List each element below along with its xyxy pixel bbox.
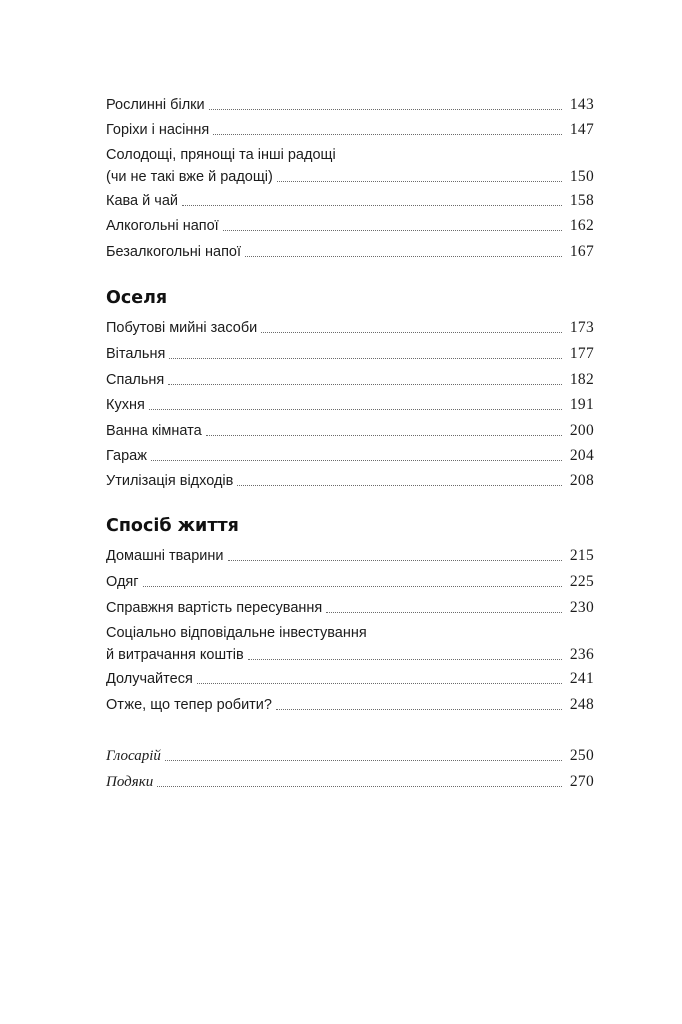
- toc-entry-title: Утилізація відходів: [106, 470, 237, 492]
- toc-page-number: 270: [569, 773, 594, 790]
- toc-entry-title: Гараж: [106, 445, 151, 467]
- toc-entry-title: Рослинні білки: [106, 94, 209, 116]
- toc-page-number: 208: [569, 472, 594, 489]
- dot-leader: [223, 230, 562, 231]
- toc-page-number: 177: [569, 345, 594, 362]
- dot-leader: [151, 460, 562, 461]
- dot-leader: [143, 586, 562, 587]
- toc-entry-what-now[interactable]: [106, 694, 594, 716]
- toc-entry-title: Глосарій: [106, 745, 165, 767]
- dot-leader: [248, 659, 562, 660]
- toc-entry-title: Подяки: [106, 771, 157, 793]
- dot-leader: [277, 181, 562, 182]
- toc-entry-title: Соціально відповідальне інвестування: [106, 622, 371, 644]
- dot-leader: [206, 435, 562, 436]
- toc-page-number: 248: [569, 696, 594, 713]
- toc-entry-title: Безалкогольні напої: [106, 241, 245, 263]
- toc-entry-bathroom[interactable]: [106, 420, 594, 442]
- dot-leader: [276, 709, 562, 710]
- toc-entry-coffee-tea[interactable]: [106, 190, 594, 212]
- toc-page-number: 182: [569, 371, 594, 388]
- toc-entry-garage[interactable]: [106, 445, 594, 467]
- toc-entry-title: Отже, що тепер робити?: [106, 694, 276, 716]
- toc-page-number: 191: [569, 396, 594, 413]
- toc-page-number: 204: [569, 447, 594, 464]
- toc-entry-title: Кава й чай: [106, 190, 182, 212]
- toc-entry-join-in[interactable]: [106, 668, 594, 690]
- dot-leader: [165, 760, 562, 761]
- toc-page-number: 230: [569, 599, 594, 616]
- dot-leader: [182, 205, 562, 206]
- dot-leader: [169, 358, 562, 359]
- toc-page-number: 147: [569, 121, 594, 138]
- dot-leader: [209, 109, 562, 110]
- toc-page-number: 250: [569, 747, 594, 764]
- toc-entry-plant-proteins[interactable]: [106, 94, 594, 116]
- toc-entry-alcoholic-drinks[interactable]: [106, 215, 594, 237]
- toc-entry-nuts-seeds[interactable]: [106, 119, 594, 141]
- dot-leader: [228, 560, 563, 561]
- toc-page-number: 167: [569, 243, 594, 260]
- toc-entry-title: Горіхи і насіння: [106, 119, 213, 141]
- toc-entry-line-1: [106, 622, 594, 644]
- toc-entry-title: Кухня: [106, 394, 149, 416]
- toc-entry-waste[interactable]: [106, 470, 594, 492]
- toc-page-number: 200: [569, 422, 594, 439]
- toc-entry-soft-drinks[interactable]: [106, 241, 594, 263]
- toc-entry-cleaning[interactable]: [106, 317, 594, 339]
- dot-leader: [237, 485, 562, 486]
- toc-entry-sweets-spices[interactable]: [106, 144, 594, 188]
- toc-entry-line-2: [106, 644, 594, 666]
- toc-entry-glossary[interactable]: [106, 745, 594, 767]
- toc-entry-title: Солодощі, прянощі та інші радощі: [106, 144, 340, 166]
- toc-entry-title: Ванна кімната: [106, 420, 206, 442]
- dot-leader: [213, 134, 562, 135]
- toc-page-number: 150: [569, 168, 594, 185]
- dot-leader: [149, 409, 562, 410]
- toc-page-number: 241: [569, 670, 594, 687]
- toc-page-number: 158: [569, 192, 594, 209]
- dot-leader: [261, 332, 562, 333]
- dot-leader: [245, 256, 562, 257]
- toc-entry-clothes[interactable]: [106, 571, 594, 593]
- toc-page-number: 215: [569, 547, 594, 564]
- toc-entry-title: Долучайтеся: [106, 668, 197, 690]
- toc-entry-title-continued: (чи не такі вже й радощі): [106, 166, 277, 188]
- toc-entry-kitchen[interactable]: [106, 394, 594, 416]
- toc-page-number: 173: [569, 319, 594, 336]
- dot-leader: [197, 683, 562, 684]
- toc-page-number: 143: [569, 96, 594, 113]
- toc-page-number: 162: [569, 217, 594, 234]
- toc-entry-acknowledgements[interactable]: [106, 771, 594, 793]
- toc-entry-responsible-investing[interactable]: [106, 622, 594, 666]
- toc-entry-line-2: [106, 166, 594, 188]
- toc-entry-title: Спальня: [106, 369, 168, 391]
- dot-leader: [326, 612, 562, 613]
- section-heading-home: Оселя: [106, 288, 168, 308]
- toc-entry-title: Вітальня: [106, 343, 169, 365]
- toc-entry-title: Побутові мийні засоби: [106, 317, 261, 339]
- toc-entry-line-1: [106, 144, 594, 166]
- toc-entry-title: Справжня вартість пересування: [106, 597, 326, 619]
- toc-page-number: 225: [569, 573, 594, 590]
- toc-page-number: 236: [569, 646, 594, 663]
- toc-entry-travel-cost[interactable]: [106, 597, 594, 619]
- dot-leader: [168, 384, 562, 385]
- toc-entry-title: Алкогольні напої: [106, 215, 223, 237]
- toc-entry-title-continued: й витрачання коштів: [106, 644, 248, 666]
- toc-entry-title: Домашні тварини: [106, 545, 228, 567]
- toc-entry-title: Одяг: [106, 571, 143, 593]
- section-heading-lifestyle: Спосіб життя: [106, 516, 239, 536]
- toc-entry-living-room[interactable]: [106, 343, 594, 365]
- dot-leader: [157, 786, 562, 787]
- toc-entry-bedroom[interactable]: [106, 369, 594, 391]
- toc-entry-pets[interactable]: [106, 545, 594, 567]
